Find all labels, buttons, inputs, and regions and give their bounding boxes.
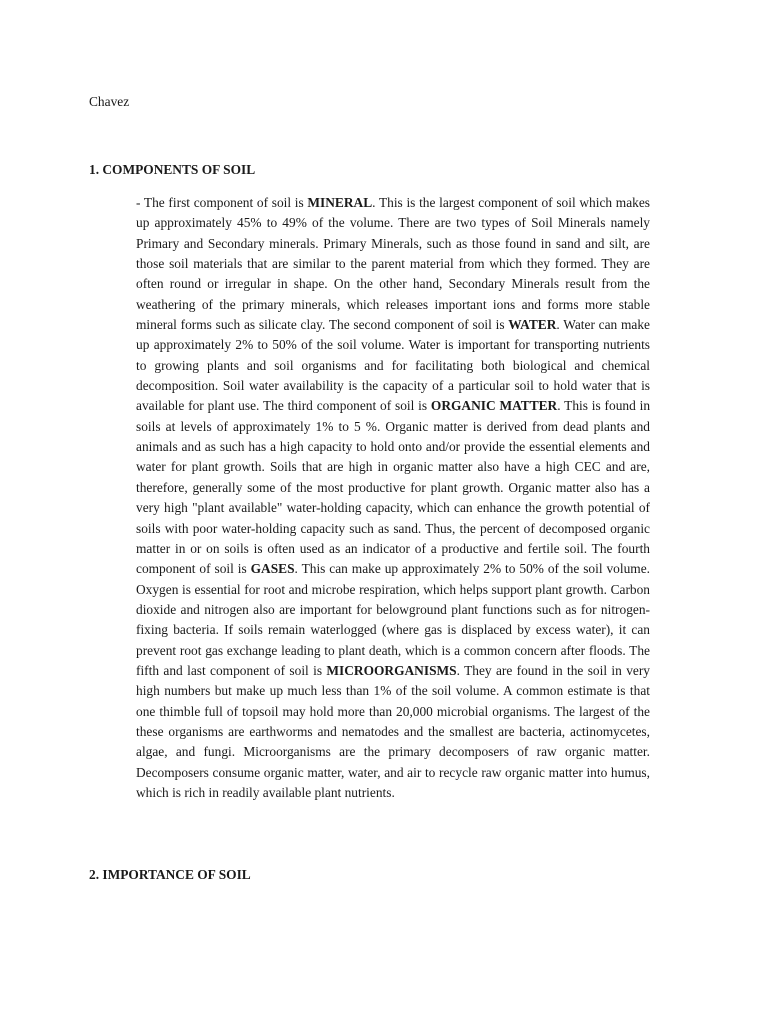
keyword-gases: GASES xyxy=(250,561,295,577)
keyword-mineral: MINERAL xyxy=(307,195,373,210)
body-paragraph xyxy=(136,193,650,803)
keyword-water: WATER xyxy=(508,317,557,333)
paragraph-text: - The first component of soil is xyxy=(136,195,308,210)
keyword-organic-matter: ORGANIC MATTER xyxy=(430,398,558,414)
paragraph-text: . This is the largest component of soil which makes up approximately 45% to 49% of the volume. There are two types of Soil Minerals namely Primary and Secondary minerals. Primary Minerals, such as those found in sand and silt, are those soil materials that are similar to the parent material from which they formed. They are often round or irregular in shape. On the other hand, Secondary Minerals result from the weathering of the primary minerals, which releases important ions and forms more stable mineral forms such as silicate clay. The second component of soil is xyxy=(136,195,650,333)
author-name: Chavez xyxy=(89,94,130,109)
paragraph-text: . They are found in the soil in very high numbers but make up much less than 1% of the soil volume. A common estimate is that one thimble full of topsoil may hold more than 20,000 microbial organisms. The largest of the these organisms are earthworms and nematodes and the smallest are bacteria, actinomycetes, algae, and fungi. Microorganisms are the primary decomposers of raw organic matter. Decomposers consume organic matter, water, and air to recycle raw organic matter into humus, which is rich in readily available plant nutrients. xyxy=(136,662,650,800)
keyword-microorganisms: MICROORGANISMS xyxy=(326,662,457,678)
section-heading-importance: 2. IMPORTANCE OF SOIL xyxy=(89,867,251,882)
paragraph-text: . This can make up approximately 2% to 50% of the soil volume. Oxygen is essential for root and microbe respiration, which helps support plant growth. Carbon dioxide and nitrogen also are important for belowground plant functions such as for nitrogen-fixing bacteria. If soils remain waterlogged (where gas is displaced by excess water), it can prevent root gas exchange leading to plant death, which is a common concern after floods. The fifth and last component of soil is xyxy=(136,561,650,678)
paragraph-text: . This is found in soils at levels of approximately 1% to 5 %. Organic matter is derived from dead plants and animals and as such has a high capacity to hold onto and/or provide the essential elements and water for plant growth. Soils that are high in organic matter also have a high CEC and are, therefore, generally some of the most productive for plant growth. Organic matter also has a very high "plant available" water-holding capacity, which can enhance the growth potential of soils with poor water-holding capacity such as sand. Thus, the percent of decomposed organic matter in or on soils is often used as an indicator of a productive and fertile soil. The fourth component of soil is xyxy=(136,398,651,577)
section-heading-components: 1. COMPONENTS OF SOIL xyxy=(89,162,256,177)
paragraph-text: . Water can make up approximately 2% to 50% of the soil volume. Water is important for transporting nutrients to growing plants and soil organisms and for facilitating both biological and chemical decomposition. Soil water availability is the capacity of a particular soil to hold water that is available for plant use. The third component of soil is xyxy=(136,317,650,414)
